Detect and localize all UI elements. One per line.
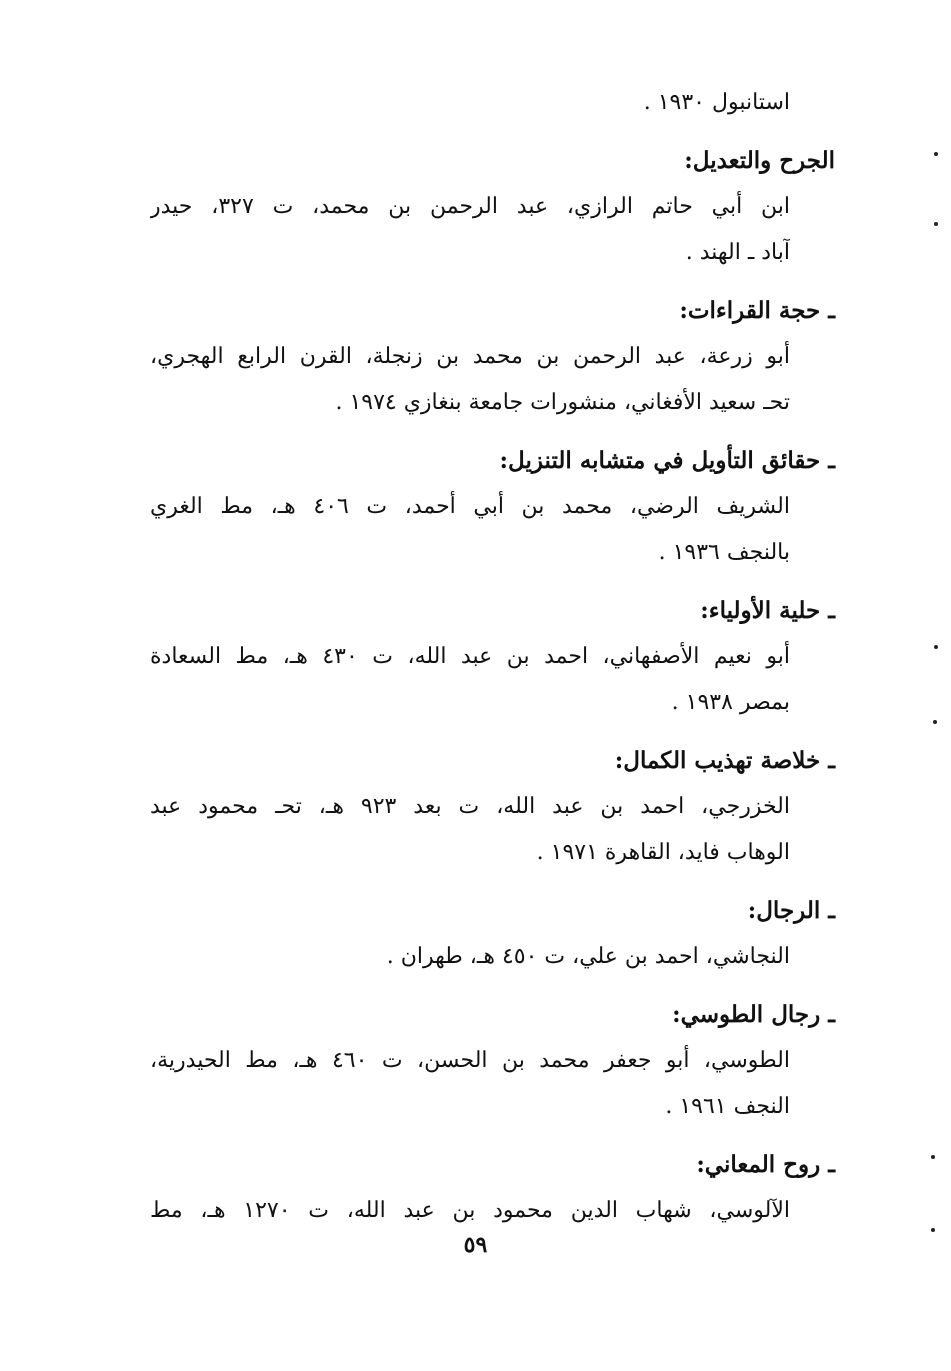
entry-line: الشريف الرضي، محمد بن أبي أحمد، ت ٤٠٦ هـ، مط الغري — [150, 494, 790, 519]
entry-heading: ـ حقائق التأويل في متشابه التنزيل: — [499, 447, 835, 474]
entry-line: تحـ سعيد الأفغاني، منشورات جامعة بنغازي ١٩٧٤ . — [335, 390, 790, 415]
entry-line: الطوسي، أبو جعفر محمد بن الحسن، ت ٤٦٠ هـ، مط الحيدرية، — [150, 1048, 790, 1073]
entry-rijal-tusi — [150, 992, 835, 1130]
entry-jarh — [150, 138, 835, 276]
entry-heading: ـ خلاصة تهذيب الكمال: — [614, 747, 835, 774]
entry-heading: ـ حجة القراءات: — [679, 297, 835, 324]
scan-speck — [933, 720, 937, 724]
entry-heading: ـ روح المعاني: — [696, 1151, 835, 1178]
entry-line: الوهاب فايد، القاهرة ١٩٧١ . — [536, 840, 790, 865]
entry-line: آباد ـ الهند . — [685, 240, 790, 265]
entry-line: النجف ١٩٦١ . — [665, 1094, 790, 1119]
scan-speck — [934, 645, 938, 649]
entry-line: الآلوسي، شهاب الدين محمود بن عبد الله، ت ١٢٧٠ هـ، مط — [150, 1198, 790, 1223]
entry-heading: ـ الرجال: — [747, 897, 835, 924]
scan-speck — [934, 152, 938, 156]
entry-hujjat — [150, 288, 835, 426]
scan-speck — [931, 1155, 935, 1159]
entry-line: بمصر ١٩٣٨ . — [671, 690, 790, 715]
entry-rijal — [150, 888, 835, 980]
page-number: ٥٩ — [463, 1232, 488, 1258]
entry-line: ابن أبي حاتم الرازي، عبد الرحمن بن محمد، ت ٣٢٧، حيدر — [150, 194, 790, 219]
entry-ruh-almaani — [150, 1142, 835, 1234]
intro-line: استانبول ١٩٣٠ . — [643, 90, 790, 115]
entry-hilyat — [150, 588, 835, 726]
entry-line: بالنجف ١٩٣٦ . — [658, 540, 790, 565]
scan-speck — [934, 222, 938, 226]
entry-line: الخزرجي، احمد بن عبد الله، ت بعد ٩٢٣ هـ، تحـ محمود عبد — [150, 794, 790, 819]
entry-heading: ـ رجال الطوسي: — [672, 1001, 835, 1028]
entry-line: أبو نعيم الأصفهاني، احمد بن عبد الله، ت ٤٣٠ هـ، مط السعادة — [150, 644, 790, 669]
entry-line: أبو زرعة، عبد الرحمن بن محمد بن زنجلة، القرن الرابع الهجري، — [150, 344, 790, 369]
entry-khulasat — [150, 738, 835, 876]
entry-haqaiq — [150, 438, 835, 576]
scan-speck — [931, 1228, 935, 1232]
entry-line: النجاشي، احمد بن علي، ت ٤٥٠ هـ، طهران . — [386, 944, 790, 969]
entry-heading: الجرح والتعديل: — [684, 147, 835, 174]
entry-heading: ـ حلية الأولياء: — [700, 597, 835, 624]
bibliography-text — [150, 80, 835, 1234]
